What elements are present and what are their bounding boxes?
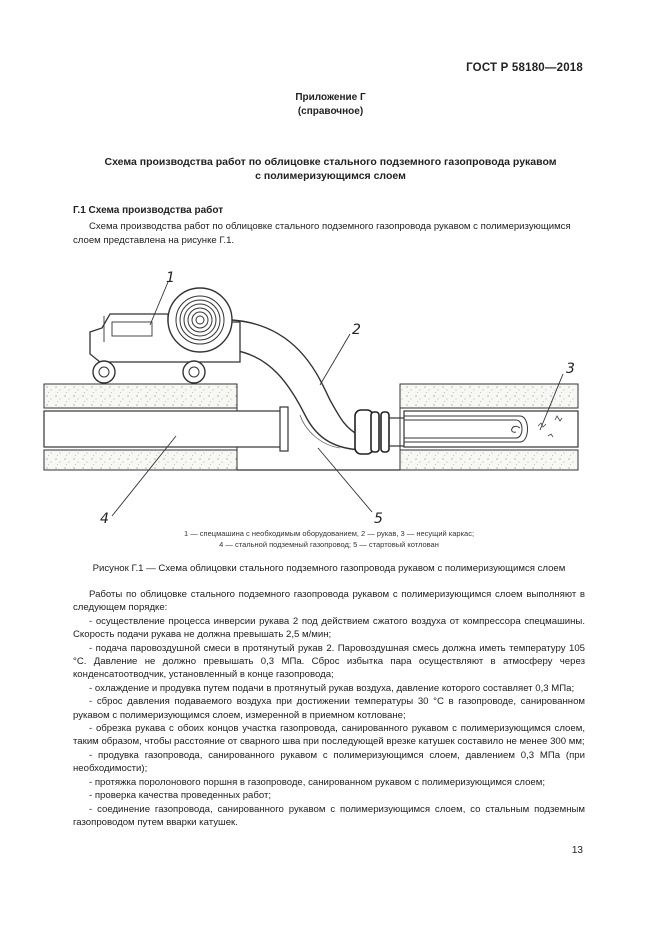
section-intro [73, 220, 585, 248]
appendix-title: Приложение Г [295, 92, 366, 103]
procedure-paragraph: - подача паровоздушной смеси в протянутый рукав 2. Паровоздушная смесь должна иметь температуру 105 °С. Давление не должно превышать 0,3 МПа. Сброс избытка пара осуществляют в атмосферу через конденсатоотводчик, установленный в конце газопровода; [73, 642, 585, 681]
procedure-paragraph: - продувка газопровода, санированного рукавом с полимеризующимся слоем, давлением 0,3 МПа (при необходимости); [73, 749, 585, 775]
procedure-paragraph: Работы по облицовке стального подземного газопровода рукавом с полимеризующимся слоем выполняют в следующем порядке: [73, 589, 585, 614]
procedure-paragraph: - сброс давления подаваемого воздуха при достижении температуры 30 °С в газопроводе, санированном рукавом с полимеризующимся слоем, измеренной в приемном котловане; [73, 696, 585, 721]
procedure-text [73, 588, 585, 829]
appendix-heading [0, 91, 661, 119]
figure-label-5: 5 [374, 511, 383, 527]
legend-line-2: 4 — стальной подземный газопровод; 5 — стартовый котлован [219, 540, 439, 549]
procedure-paragraph: - обрезка рукава с обоих концов участка газопровода, санированного рукавом с полимеризующимся слоем, таким образом, чтобы расстояние от сварного шва при последующей врезке катушек составило не менее 300 мм; [73, 723, 585, 748]
special-vehicle [90, 288, 240, 383]
document-code: ГОСТ Р 58180—2018 [466, 62, 583, 74]
figure-label-1: 1 [166, 270, 175, 286]
procedure-paragraph: - проверка качества проведенных работ; [89, 790, 272, 802]
gas-pipeline [44, 407, 578, 451]
figure-legend [73, 528, 585, 550]
figure-diagram [0, 250, 661, 530]
figure-label-2: 2 [352, 322, 361, 338]
title-line-2: с полимеризующимся слоем [255, 170, 406, 182]
figure-caption: Рисунок Г.1 — Схема облицовки стального подземного газопровода рукавом с полимеризующимся слоем [92, 563, 566, 574]
procedure-paragraph: - протяжка поролонового поршня в газопроводе, санированном рукавом с полимеризующимся слоем; [89, 776, 546, 788]
procedure-paragraph: - соединение газопровода, санированного рукавом с полимеризующимся слоем, со стальным подземным газопроводом путем вварки катушек. [73, 803, 585, 828]
title-line-1: Схема производства работ по облицовке стального подземного газопровода рукавом [104, 156, 557, 168]
figure-label-3: 3 [566, 361, 575, 377]
procedure-paragraph: - охлаждение и продувка путем подачи в протянутый рукав воздуха, давление которого составляет 0,3 МПа; [89, 682, 575, 694]
procedure-paragraph: - осуществление процесса инверсии рукава 2 под действием сжатого воздуха от компрессора спецмашины. Скорость подачи рукава не должна превышать 2,5 м/мин; [73, 615, 585, 641]
coupling-rings [355, 410, 404, 454]
page-number: 13 [571, 845, 583, 856]
intro-line-1: Схема производства работ по облицовке стального подземного газопровода рукавом с полимеризующимся [89, 221, 571, 232]
section-heading: Г.1 Схема производства работ [73, 205, 224, 216]
intro-line-2: слоем представлена на рисунке Г.1. [73, 235, 235, 246]
page-title [0, 155, 661, 183]
figure-label-4: 4 [100, 511, 109, 527]
legend-line-1: 1 — спецмашина с необходимым оборудованием, 2 — рукав, 3 — несущий каркас; [183, 529, 475, 538]
appendix-note: (справочное) [297, 106, 364, 117]
